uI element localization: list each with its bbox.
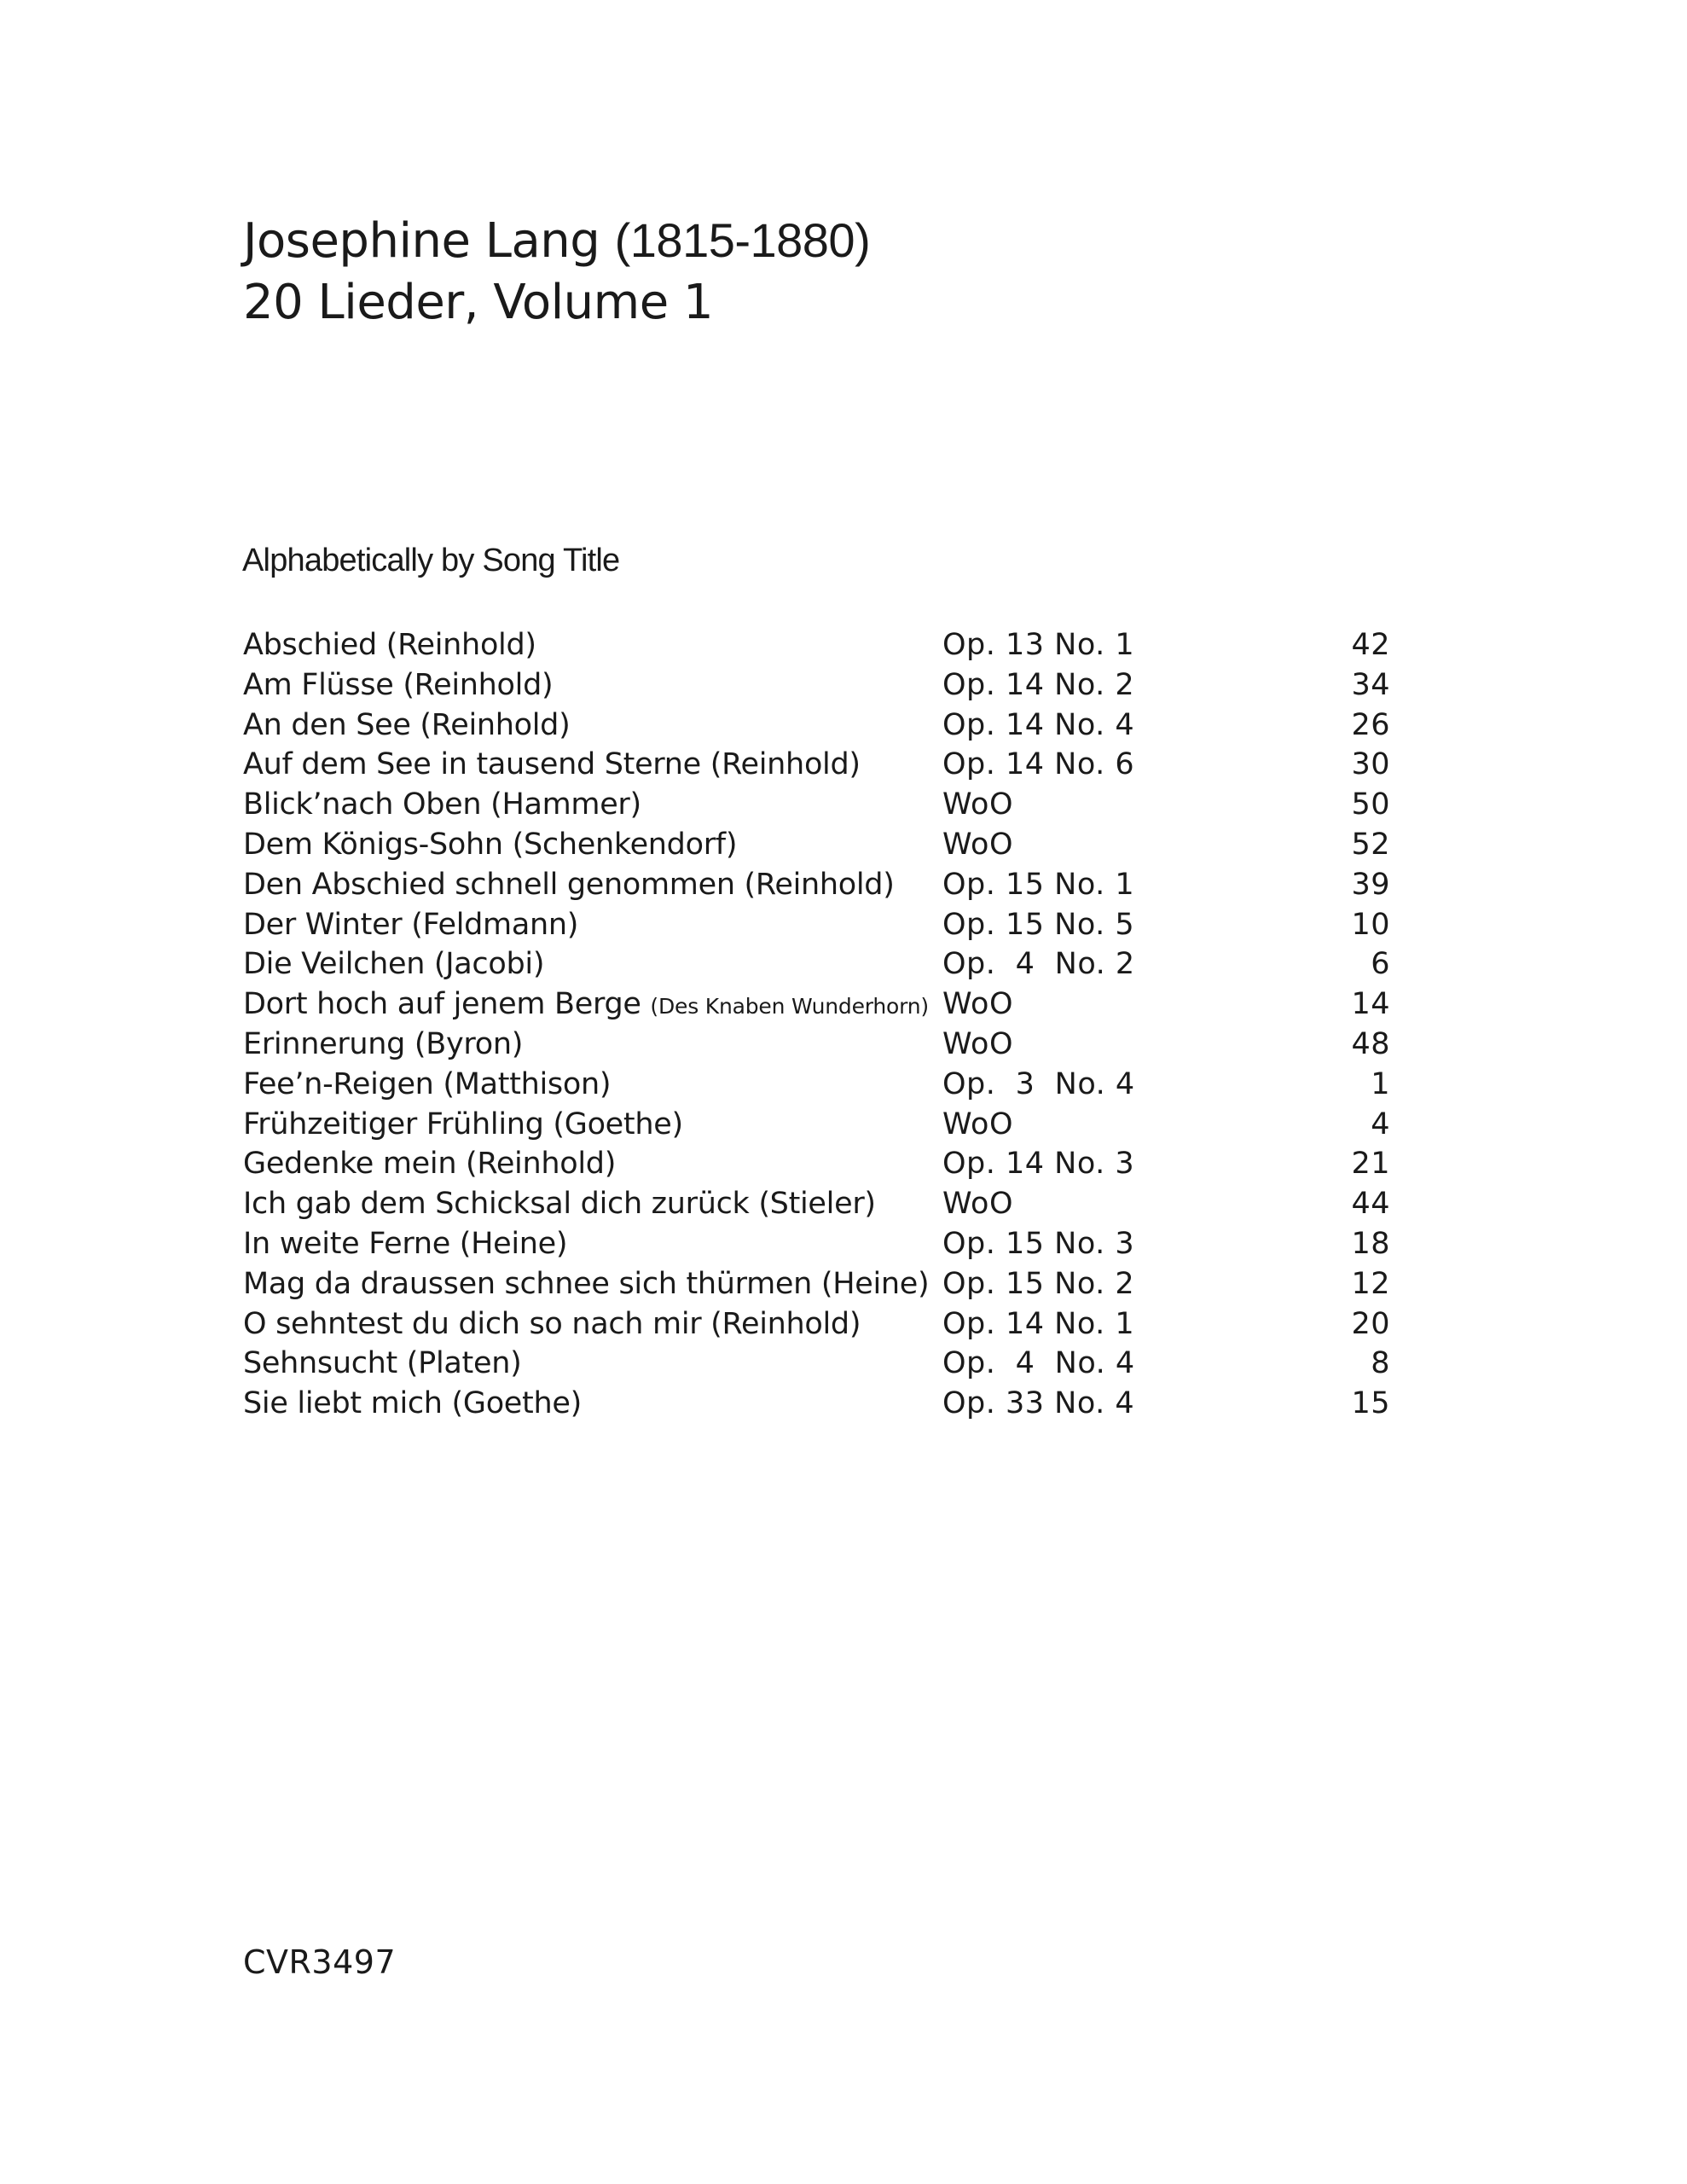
- song-page-number: 15: [1351, 1386, 1390, 1421]
- song-title: [243, 944, 544, 985]
- song-title-main: In weite Ferne (Heine): [243, 1226, 568, 1261]
- song-title: [243, 825, 737, 865]
- composer-dates: (1815-1880): [614, 213, 871, 267]
- song-title-main: Dort hoch auf jenem Berge: [243, 987, 651, 1022]
- song-opus: Op. 14 No. 3: [942, 1147, 1135, 1182]
- song-opus: Op. 15 No. 3: [942, 1226, 1135, 1261]
- song-title-main: An den See (Reinhold): [243, 707, 571, 742]
- index-row: [243, 1065, 1390, 1105]
- song-page-number: 50: [1351, 787, 1390, 822]
- index-row: [243, 785, 1390, 825]
- song-page-number: 10: [1351, 907, 1390, 942]
- title-block: [243, 210, 1437, 334]
- song-title: [243, 625, 536, 665]
- song-page-number: 8: [1371, 1346, 1390, 1381]
- index-row: [243, 825, 1390, 865]
- song-page-number: 12: [1351, 1266, 1390, 1301]
- song-opus: Op. 14 No. 1: [942, 1306, 1135, 1341]
- song-title-main: Gedenke mein (Reinhold): [243, 1147, 617, 1182]
- song-page-number: 48: [1351, 1026, 1390, 1061]
- song-title-main: Auf dem See in tausend Sterne (Reinhold): [243, 747, 861, 782]
- song-page-number: 6: [1371, 947, 1390, 982]
- song-title: [243, 1264, 929, 1304]
- song-title: [243, 1224, 567, 1264]
- song-title-main: Fee’n-Reigen (Matthison): [243, 1066, 612, 1101]
- song-opus: Op. 15 No. 1: [942, 867, 1135, 902]
- index-row: [243, 1105, 1390, 1145]
- song-title: [243, 785, 641, 825]
- song-page-number: 21: [1351, 1147, 1390, 1182]
- index-row: [243, 865, 1390, 905]
- song-page-number: 52: [1351, 827, 1390, 862]
- song-page-number: 1: [1371, 1066, 1390, 1101]
- song-opus: WoO: [942, 787, 1014, 822]
- index-row: [243, 1184, 1390, 1224]
- song-title: [243, 1304, 861, 1345]
- song-title: [243, 1344, 521, 1384]
- song-page-number: 26: [1351, 707, 1390, 742]
- song-opus: Op. 14 No. 2: [942, 667, 1135, 702]
- index-row: [243, 1384, 1390, 1424]
- song-title-main: Dem Königs-Sohn (Schenkendorf): [243, 827, 738, 862]
- song-page-number: 20: [1351, 1306, 1390, 1341]
- song-opus: WoO: [942, 1026, 1014, 1061]
- song-title: [243, 985, 929, 1027]
- song-title: [243, 1025, 523, 1065]
- index-row: [243, 665, 1390, 706]
- song-title-main: Ich gab dem Schicksal dich zurück (Stieler): [243, 1187, 876, 1222]
- song-title-main: Der Winter (Feldmann): [243, 907, 579, 942]
- index-row: [243, 745, 1390, 785]
- index-row: [243, 944, 1390, 985]
- song-opus: WoO: [942, 1187, 1014, 1222]
- song-opus: Op. 14 No. 6: [942, 747, 1135, 782]
- song-opus: Op. 13 No. 1: [942, 628, 1135, 662]
- song-opus: WoO: [942, 987, 1014, 1022]
- song-title-main: Am Flüsse (Reinhold): [243, 667, 554, 702]
- song-title: [243, 865, 895, 905]
- song-page-number: 18: [1351, 1226, 1390, 1261]
- index-row: [243, 1025, 1390, 1065]
- song-title-main: Abschied (Reinhold): [243, 628, 536, 662]
- song-opus: Op. 4 No. 4: [942, 1346, 1135, 1381]
- index-row: [243, 1344, 1390, 1384]
- song-page-number: 42: [1351, 628, 1390, 662]
- song-opus: WoO: [942, 827, 1014, 862]
- song-title: [243, 665, 553, 706]
- song-index-table: [243, 625, 1390, 1424]
- song-title: [243, 1144, 616, 1184]
- song-title-source: (Des Knaben Wunderhorn): [650, 994, 929, 1019]
- song-title: [243, 1184, 876, 1224]
- index-row: [243, 985, 1390, 1025]
- song-title-main: Mag da draussen schnee sich thürmen (Heine): [243, 1266, 930, 1301]
- index-row: [243, 625, 1390, 665]
- index-heading: Alphabetically by Song Title: [242, 543, 620, 578]
- song-title: [243, 1105, 683, 1145]
- song-opus: Op. 4 No. 2: [942, 947, 1135, 982]
- song-title-main: Frühzeitiger Frühling (Goethe): [243, 1107, 683, 1141]
- index-row: [243, 1144, 1390, 1184]
- song-title-main: Die Veilchen (Jacobi): [243, 947, 545, 982]
- song-page-number: 39: [1351, 867, 1390, 902]
- catalog-number: CVR3497: [243, 1943, 397, 1981]
- song-opus: WoO: [942, 1107, 1014, 1141]
- song-title-main: Erinnerung (Byron): [243, 1026, 524, 1061]
- song-page-number: 34: [1351, 667, 1390, 702]
- song-title-main: Sie liebt mich (Goethe): [243, 1386, 582, 1421]
- song-opus: Op. 14 No. 4: [942, 707, 1135, 742]
- song-title: [243, 706, 570, 746]
- song-title: [243, 905, 578, 945]
- song-page-number: 14: [1351, 987, 1390, 1022]
- index-row: [243, 706, 1390, 746]
- song-opus: Op. 15 No. 2: [942, 1266, 1135, 1301]
- song-title: [243, 745, 861, 785]
- song-page-number: 44: [1351, 1187, 1390, 1222]
- song-page-number: 30: [1351, 747, 1390, 782]
- index-row: [243, 1224, 1390, 1264]
- song-title-main: O sehntest du dich so nach mir (Reinhold): [243, 1306, 861, 1341]
- song-title: [243, 1065, 611, 1105]
- composer-name: Josephine Lang: [243, 213, 600, 269]
- collection-title: 20 Lieder, Volume 1: [243, 275, 714, 330]
- song-opus: Op. 15 No. 5: [942, 907, 1135, 942]
- song-title-main: Den Abschied schnell genommen (Reinhold): [243, 867, 895, 902]
- song-page-number: 4: [1371, 1107, 1390, 1141]
- index-row: [243, 1264, 1390, 1304]
- song-opus: Op. 3 No. 4: [942, 1066, 1135, 1101]
- title-line-composer: [243, 210, 1437, 272]
- song-title-main: Blick’nach Oben (Hammer): [243, 787, 641, 822]
- index-row: [243, 905, 1390, 945]
- song-title: [243, 1384, 582, 1424]
- song-title-main: Sehnsucht (Platen): [243, 1346, 522, 1381]
- song-opus: Op. 33 No. 4: [942, 1386, 1135, 1421]
- index-row: [243, 1304, 1390, 1345]
